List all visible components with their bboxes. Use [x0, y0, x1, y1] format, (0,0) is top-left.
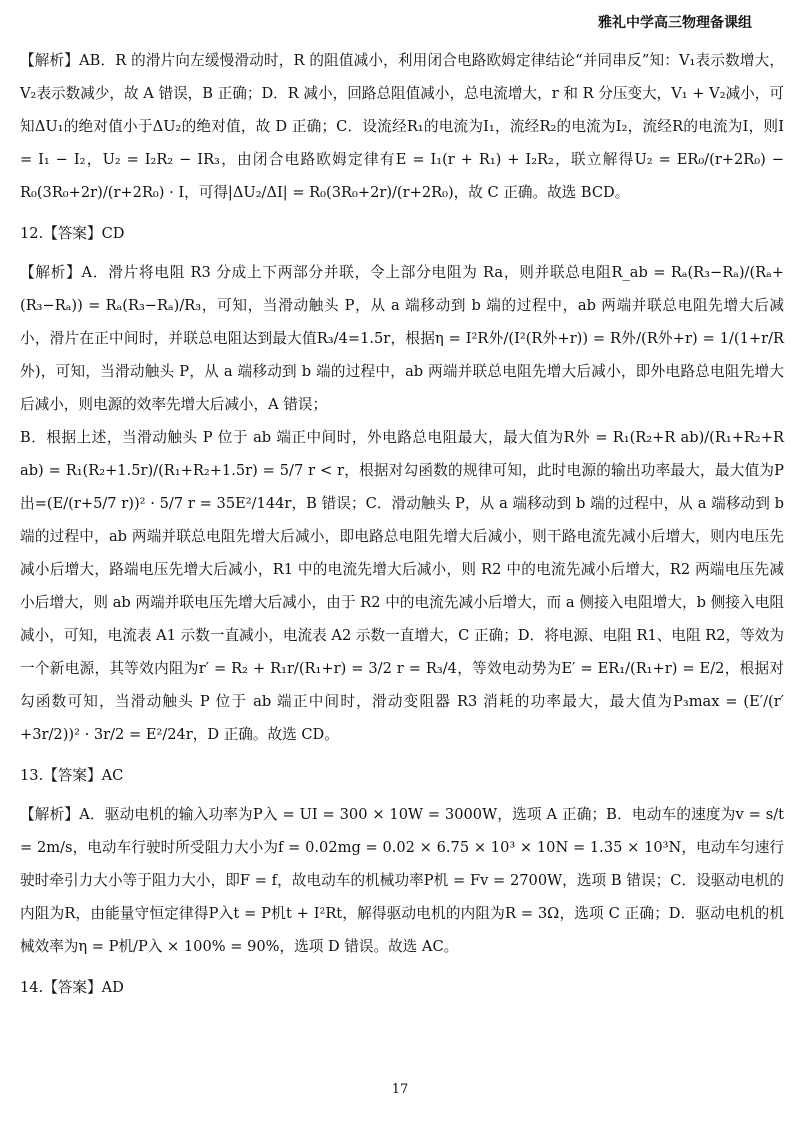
analysis-paragraph: 【解析】AB．R 的滑片向左缓慢滑动时，R 的阻值减小，利用闭合电路欧姆定律结论“并同串反”知：V₁表示数增大，V₂表示数减少，故 A 错误，B 正确；D．R 减小，回路总阻值减小，总电流增大，r 和 R 分压变大，V₁ + V₂减小，可知ΔU₁的绝对值小于ΔU₂的绝对值，故 D 正确；C．设流经R₁的电流为I₁，流经R₂的电流为I₂，流经R的电流为I，则I = I₁ − I₂，U₂ = I₂R₂ − IR₃，由闭合电路欧姆定律有E = I₁(r + R₁) + I₂R₂，联立解得U₂ = ER₀/(r+2R₀) − R₀(3R₀+2r)/(r+2R₀) · I，可得|ΔU₂/ΔI| = R₀(3R₀+2r)/(r+2R₀)，故 C 正确。故选 BCD。 [20, 52, 784, 201]
analysis-paragraph: 【解析】A．滑片将电阻 R3 分成上下两部分并联，令上部分电阻为 Ra，则并联总电阻R_ab = Rₐ(R₃−Rₐ)/(Rₐ+(R₃−Rₐ)) = Rₐ(R₃−Rₐ)/R₃，可知，当滑动触头 P，从 a 端移动到 b 端的过程中，ab 两端并联总电阻先增大后减小，滑片在正中间时，并联总电阻达到最大值R₃/4=1.5r，根据η = I²R外/(I²(R外+r)) = R外/(R外+r) = 1/(1+r/R外)，可知，当滑动触头 P，从 a 端移动到 b 端的过程中，ab 两端并联总电阻先增大后减小，即外电路总电阻先增大后减小，则电源的效率先增大后减小，A 错误； [20, 264, 784, 413]
section-14 [20, 971, 784, 1004]
answer-heading: 13.【答案】AC [20, 767, 124, 784]
section-12 [20, 217, 784, 751]
answer-heading: 12.【答案】CD [20, 225, 125, 242]
section-13 [20, 759, 784, 963]
analysis-paragraph: B．根据上述，当滑动触头 P 位于 ab 端正中间时，外电路总电阻最大，最大值为R外 = R₁(R₂+R ab)/(R₁+R₂+R ab) = R₁(R₂+1.5r)/(R₁+R₂+1.5r) = 5/7 r < r，根据对勾函数的规律可知，此时电源的输出功率最大，最大值为P出=(E/(r+5/7 r))² · 5/7 r = 35E²/144r，B 错误；C．滑动触头 P，从 a 端移动到 b 端的过程中，从 a 端移动到 b 端的过程中，ab 两端并联总电阻先增大后减小，即电路总电阻先增大后减小，则干路电流先减小后增大，则内电压先减小后增大，路端电压先增大后减小，R1 中的电流先增大后减小，则 R2 中的电流先减小后增大，R2 两端电压先减小后增大，则 ab 两端并联电压先增大后减小，由于 R2 中的电流先减小后增大，而 a 侧接入电阻增大，b 侧接入电阻减小，可知，电流表 A1 示数一直减小，电流表 A2 示数一直增大，C 正确；D．将电源、电阻 R1、电阻 R2，等效为一个新电源，其等效内阻为r′ = R₂ + R₁r/(R₁+r) = 3/2 r = R₃/4，等效电动势为E′ = ER₁/(R₁+r) = E/2，根据对勾函数可知，当滑动触头 P 位于 ab 端正中间时，滑动变阻器 R3 消耗的功率最大，最大值为P₃max = (E′/(r′+3r/2))² · 3r/2 = E²/24r，D 正确。故选 CD。 [20, 429, 784, 743]
analysis-paragraph: 【解析】A．驱动电机的输入功率为P入 = UI = 300 × 10W = 3000W，选项 A 正确；B．电动车的速度为v = s/t = 2m/s，电动车行驶时所受阻力大小为f = 0.02mg = 0.02 × 6.75 × 10³ × 10N = 1.35 × 10³N，电动车匀速行驶时牵引力大小等于阻力大小，即F = f，故电动车的机械功率P机 = Fv = 2700W，选项 B 错误；C．设驱动电机的内阻为R，由能量守恒定律得P入t = P机t + I²Rt，解得驱动电机的内阻为R = 3Ω，选项 C 正确；D．驱动电机的机械效率为η = P机/P入 × 100% = 90%，选项 D 错误。故选 AC。 [20, 806, 784, 955]
answer-heading: 14.【答案】AD [20, 979, 124, 996]
solution-content [20, 44, 784, 1010]
section-11-analysis [20, 44, 784, 209]
page-number: 17 [391, 1082, 409, 1097]
course-group-header: 雅礼中学高三物理备课组 [598, 15, 752, 31]
